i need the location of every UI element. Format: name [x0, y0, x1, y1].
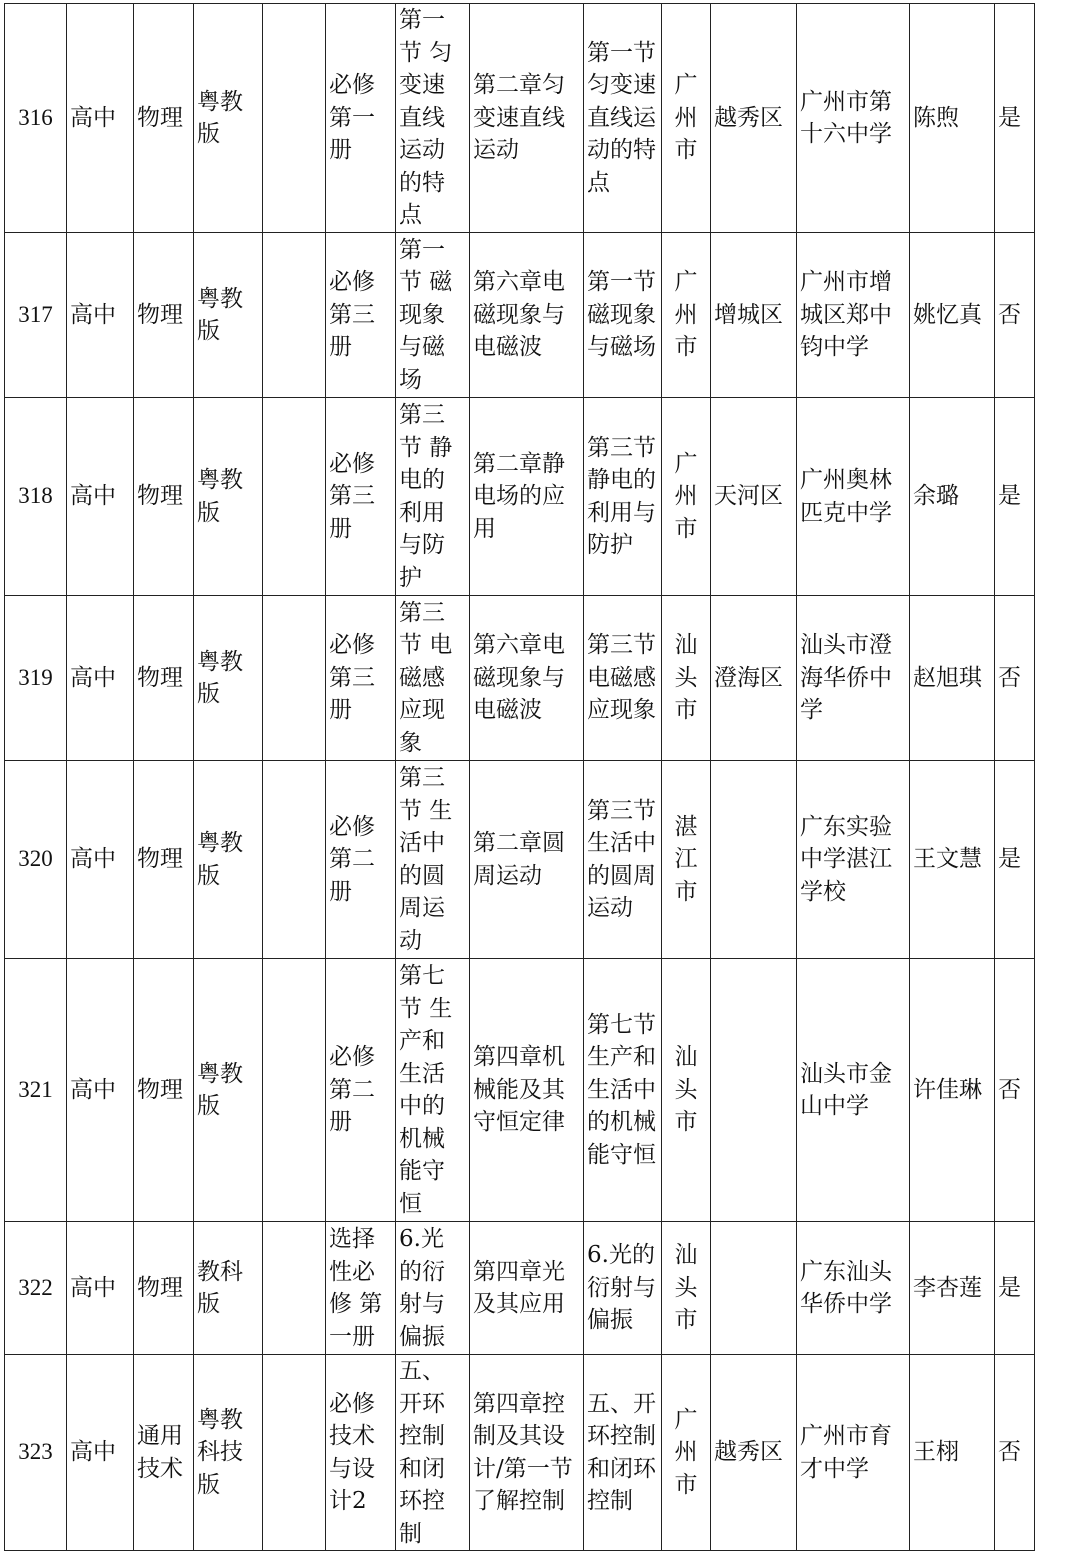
empty-cell — [263, 596, 326, 761]
teacher-name: 余璐 — [910, 398, 995, 596]
teacher-name: 王文慧 — [910, 761, 995, 959]
empty-cell — [263, 398, 326, 596]
lesson-chapter: 第二章圆周运动 — [470, 761, 584, 959]
empty-cell — [263, 233, 326, 398]
yes-no-flag: 是 — [995, 1222, 1035, 1355]
yes-no-flag: 是 — [995, 398, 1035, 596]
district: 澄海区 — [711, 596, 797, 761]
lesson-chapter: 第六章电磁现象与电磁波 — [470, 233, 584, 398]
lesson-section: 第七节 生产和生活中的机械能守恒 — [396, 959, 470, 1222]
district: 增城区 — [711, 233, 797, 398]
textbook-volume: 必修第二册 — [326, 959, 396, 1222]
results-table — [4, 3, 1035, 1551]
subject: 物理 — [134, 4, 194, 233]
subject: 物理 — [134, 398, 194, 596]
textbook-volume: 必修第三册 — [326, 398, 396, 596]
empty-cell — [263, 1355, 326, 1551]
school-stage: 高中 — [67, 761, 134, 959]
empty-cell — [263, 1222, 326, 1355]
textbook-edition: 粤教科技版 — [194, 1355, 263, 1551]
empty-cell — [263, 4, 326, 233]
table-row — [5, 398, 1035, 596]
school-name: 广东汕头华侨中学 — [797, 1222, 910, 1355]
city: 汕头市 — [662, 1222, 711, 1355]
district: 越秀区 — [711, 1355, 797, 1551]
row-number: 322 — [5, 1222, 67, 1355]
subject: 物理 — [134, 1222, 194, 1355]
school-stage: 高中 — [67, 1222, 134, 1355]
city: 广州市 — [662, 4, 711, 233]
district — [711, 1222, 797, 1355]
empty-cell — [263, 959, 326, 1222]
row-number: 320 — [5, 761, 67, 959]
subject: 物理 — [134, 761, 194, 959]
district: 天河区 — [711, 398, 797, 596]
lesson-topic: 五、开环控制和闭环控制 — [584, 1355, 662, 1551]
yes-no-flag: 否 — [995, 1355, 1035, 1551]
city: 广州市 — [662, 1355, 711, 1551]
teacher-name: 王栩 — [910, 1355, 995, 1551]
teacher-name: 许佳琳 — [910, 959, 995, 1222]
textbook-edition: 粤教版 — [194, 959, 263, 1222]
lesson-topic: 第三节 生活中的圆周运动 — [584, 761, 662, 959]
subject: 通用技术 — [134, 1355, 194, 1551]
textbook-volume: 必修第三册 — [326, 233, 396, 398]
school-name: 汕头市金山中学 — [797, 959, 910, 1222]
row-number: 318 — [5, 398, 67, 596]
table-row — [5, 596, 1035, 761]
school-name: 广东实验中学湛江学校 — [797, 761, 910, 959]
lesson-chapter: 第二章匀变速直线运动 — [470, 4, 584, 233]
textbook-volume: 必修第三册 — [326, 596, 396, 761]
teacher-name: 赵旭琪 — [910, 596, 995, 761]
row-number: 317 — [5, 233, 67, 398]
lesson-section: 第三节 生活中的圆周运动 — [396, 761, 470, 959]
table-row — [5, 1222, 1035, 1355]
lesson-section: 五、开环控制和闭环控制 — [396, 1355, 470, 1551]
city: 广州市 — [662, 233, 711, 398]
district: 越秀区 — [711, 4, 797, 233]
lesson-chapter: 第六章电磁现象与电磁波 — [470, 596, 584, 761]
school-stage: 高中 — [67, 233, 134, 398]
teacher-name: 姚忆真 — [910, 233, 995, 398]
school-name: 广州市第十六中学 — [797, 4, 910, 233]
lesson-chapter: 第四章机械能及其守恒定律 — [470, 959, 584, 1222]
teacher-name: 陈煦 — [910, 4, 995, 233]
textbook-volume: 必修第二册 — [326, 761, 396, 959]
table-row — [5, 761, 1035, 959]
lesson-topic: 第三节 静电的利用与防护 — [584, 398, 662, 596]
school-stage: 高中 — [67, 1355, 134, 1551]
row-number: 319 — [5, 596, 67, 761]
subject: 物理 — [134, 959, 194, 1222]
city: 汕头市 — [662, 959, 711, 1222]
teacher-name: 李杏莲 — [910, 1222, 995, 1355]
row-number: 316 — [5, 4, 67, 233]
lesson-topic: 第三节 电磁感应现象 — [584, 596, 662, 761]
yes-no-flag: 否 — [995, 596, 1035, 761]
table-row — [5, 959, 1035, 1222]
textbook-edition: 粤教版 — [194, 233, 263, 398]
lesson-chapter: 第二章静电场的应用 — [470, 398, 584, 596]
lesson-topic: 第一节 磁现象与磁场 — [584, 233, 662, 398]
textbook-edition: 教科版 — [194, 1222, 263, 1355]
city: 广州市 — [662, 398, 711, 596]
textbook-edition: 粤教版 — [194, 398, 263, 596]
table-row — [5, 4, 1035, 233]
subject: 物理 — [134, 596, 194, 761]
lesson-topic: 第一节 匀变速直线运动的特点 — [584, 4, 662, 233]
empty-cell — [263, 761, 326, 959]
textbook-volume: 必修技术与设计2 — [326, 1355, 396, 1551]
lesson-chapter: 第四章光及其应用 — [470, 1222, 584, 1355]
textbook-edition: 粤教版 — [194, 761, 263, 959]
table-row — [5, 233, 1035, 398]
lesson-topic: 6.光的衍射与偏振 — [584, 1222, 662, 1355]
city: 汕头市 — [662, 596, 711, 761]
subject: 物理 — [134, 233, 194, 398]
lesson-topic: 第七节 生产和生活中的机械能守恒 — [584, 959, 662, 1222]
school-stage: 高中 — [67, 959, 134, 1222]
school-stage: 高中 — [67, 398, 134, 596]
lesson-section: 第三节 电磁感应现象 — [396, 596, 470, 761]
school-name: 汕头市澄海华侨中学 — [797, 596, 910, 761]
textbook-volume: 必修第一册 — [326, 4, 396, 233]
district — [711, 959, 797, 1222]
lesson-section: 第一节 匀变速直线运动的特点 — [396, 4, 470, 233]
yes-no-flag: 否 — [995, 233, 1035, 398]
school-name: 广州奥林匹克中学 — [797, 398, 910, 596]
textbook-edition: 粤教版 — [194, 4, 263, 233]
row-number: 323 — [5, 1355, 67, 1551]
table-row — [5, 1355, 1035, 1551]
district — [711, 761, 797, 959]
lesson-section: 第一节 磁现象与磁场 — [396, 233, 470, 398]
yes-no-flag: 是 — [995, 761, 1035, 959]
school-stage: 高中 — [67, 4, 134, 233]
lesson-section: 第三节 静电的利用与防护 — [396, 398, 470, 596]
city: 湛江市 — [662, 761, 711, 959]
school-name: 广州市增城区郑中钧中学 — [797, 233, 910, 398]
school-name: 广州市育才中学 — [797, 1355, 910, 1551]
yes-no-flag: 是 — [995, 4, 1035, 233]
row-number: 321 — [5, 959, 67, 1222]
textbook-edition: 粤教版 — [194, 596, 263, 761]
yes-no-flag: 否 — [995, 959, 1035, 1222]
lesson-chapter: 第四章控制及其设计/第一节了解控制 — [470, 1355, 584, 1551]
lesson-section: 6.光的衍射与偏振 — [396, 1222, 470, 1355]
textbook-volume: 选择性必修 第一册 — [326, 1222, 396, 1355]
school-stage: 高中 — [67, 596, 134, 761]
